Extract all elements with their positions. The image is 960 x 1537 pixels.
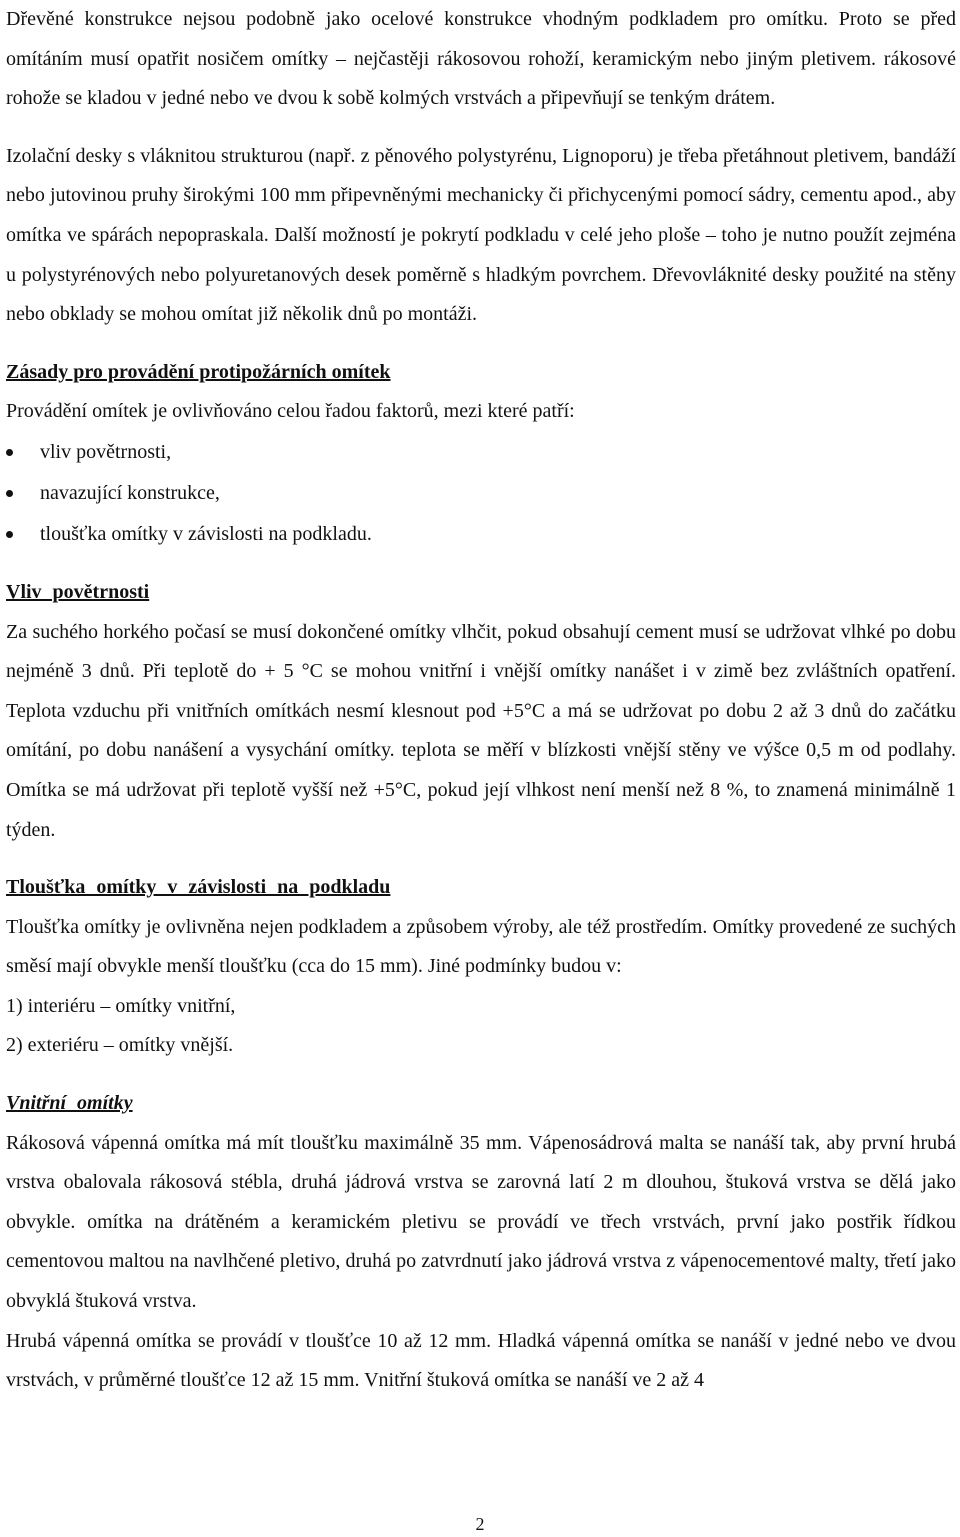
heading-tloustka-omitky: Tloušťka omítky v závislosti na podkladu	[6, 876, 391, 899]
list-item: vliv povětrnosti,	[6, 432, 956, 473]
zasady-bullet-list	[6, 432, 956, 555]
tloustka-item-exterier: 2) exteriéru – omítky vnější.	[6, 1034, 234, 1057]
tloustka-paragraph: Tloušťka omítky je ovlivněna nejen podkladem a způsobem výroby, ale též prostředím. Omítky provedené ze suchých směsí mají obvykle menší tloušťku (cca do 15 mm). Jiné podmínky budou v:	[6, 915, 956, 978]
vnitrni-paragraph-2: Hrubá vápenná omítka se provádí v tloušťce 10 až 12 mm. Hladká vápenná omítka se nanáší v jedné nebo ve dvou vrstvách, v průměrné tloušťce 12 až 15 mm. Vnitřní štuková omítka se nanáší ve 2 až 4	[6, 1329, 956, 1392]
heading-vnitrni-omitky: Vnitřní omítky	[6, 1092, 133, 1115]
document-page	[6, 0, 956, 1401]
vnitrni-paragraph-1: Rákosová vápenná omítka má mít tloušťku maximálně 35 mm. Vápenosádrová malta se nanáší tak, aby první hrubá vrstva obalovala rákosová stébla, druhá jádrová vrstva se zarovná latí 2 m dlouhou, štuková vrstva se dělá jako obvykle. omítka na drátěném a keramickém pletivu se provádí ve třech vrstvách, první jako postřik řídkou cementovou maltou na navlhčené pletivo, druhá po zatvrdnutí jako jádrová vrstva z vápenocementové malty, třetí jako obvyklá štuková vrstva.	[6, 1131, 956, 1313]
intro-paragraph-1: Dřevěné konstrukce nejsou podobně jako ocelové konstrukce vhodným podkladem pro omítku. Proto se před omítáním musí opatřit nosičem omítky – nejčastěji rákosovou rohoží, keramickým nebo jiným pletivem. rákosové rohože se kladou v jedné nebo ve dvou k sobě kolmých vrstvách a připevňují se tenkým drátem.	[6, 8, 956, 110]
heading-vliv-povetrnosti: Vliv povětrnosti	[6, 580, 150, 603]
vliv-paragraph: Za suchého horkého počasí se musí dokončené omítky vlhčit, pokud obsahují cement musí se udržovat vlhké po dobu nejméně 3 dnů. Při teplotě do + 5 °C se mohou vnitřní i vnější omítky nanášet i v zimě bez zvláštních opatření. Teplota vzduchu při vnitřních omítkách nesmí klesnout pod +5°C a má se udržovat po dobu 2 až 3 dnů do začátku omítání, po dobu nanášení a vysychání omítky. teplota se měří v blízkosti vnější stěny ve výšce 0,5 m od podlahy. Omítka se má udržovat při teplotě vyšší než +5°C, pokud její vlhkost není menší než 8 %, to znamená minimálně 1 týden.	[6, 620, 956, 841]
tloustka-item-interier: 1) interiéru – omítky vnitřní,	[6, 994, 236, 1017]
bullet-icon	[6, 531, 13, 538]
intro-paragraph-2: Izolační desky s vláknitou strukturou (např. z pěnového polystyrénu, Lignoporu) je třeba přetáhnout pletivem, bandáží nebo jutovinou pruhy širokými 100 mm připevněnými mechanicky či přichycenými pomocí sádry, cementu apod., aby omítka ve spárách nepopraskala. Další možností je pokrytí podkladu v celé jeho ploše – toho je nutno použít zejména u polystyrénových nebo polyuretanových desek poměrně s hladkým povrchem. Dřevovláknité desky použité na stěny nebo obklady se mohou omítat již několik dnů po montáži.	[6, 144, 956, 326]
list-item: navazující konstrukce,	[6, 473, 956, 514]
bullet-icon	[6, 490, 13, 497]
zasady-intro: Provádění omítek je ovlivňováno celou řadou faktorů, mezi které patří:	[6, 400, 575, 423]
page-number: 2	[475, 1514, 485, 1534]
list-item: tloušťka omítky v závislosti na podkladu.	[6, 514, 956, 555]
bullet-icon	[6, 449, 13, 456]
heading-zasady: Zásady pro provádění protipožárních omítek	[6, 360, 391, 383]
